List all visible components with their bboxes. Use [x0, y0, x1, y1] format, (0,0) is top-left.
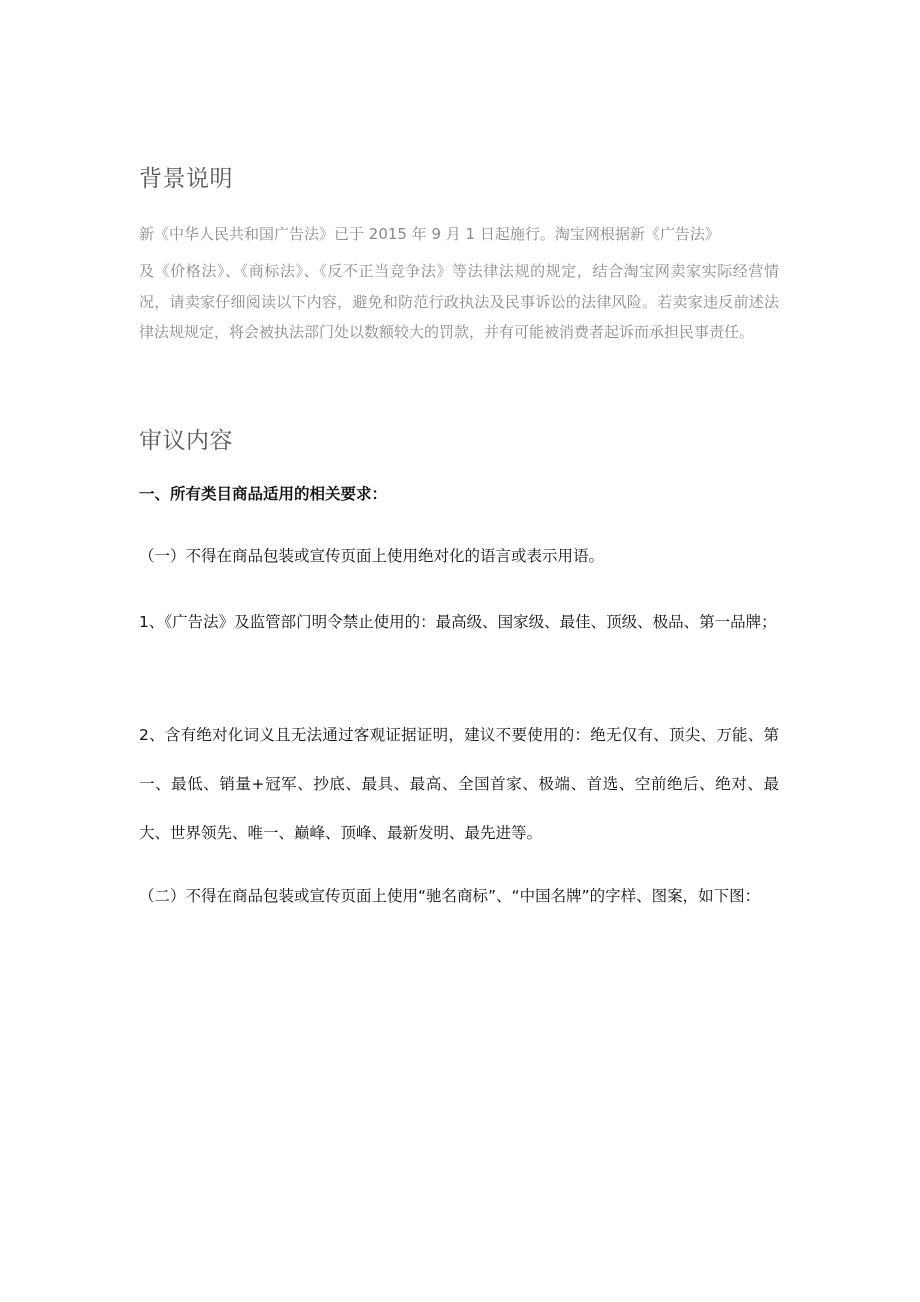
point-2: 2、含有绝对化词义且无法通过客观证据证明，建议不要使用的：绝无仅有、顶尖、万能、第一、最低、销量+冠军、抄底、最具、最高、全国首家、极端、首选、空前绝后、绝对、最大、世界领先、唯一、巅峰、顶峰、最新发明、最先进等。 — [139, 726, 779, 842]
review-heading: 审议内容 — [139, 428, 233, 454]
background-heading: 背景说明 — [139, 166, 233, 192]
background-paragraph-line-1: 新《中华人民共和国广告法》已于 2015 年 9 月 1 日起施行。淘宝网根据新《广告法》 — [139, 225, 720, 243]
point-1: 1、《广告法》及监管部门明令禁止使用的：最高级、国家级、最佳、顶级、极品、第一品牌； — [139, 613, 777, 631]
item-1-heading: （一）不得在商品包装或宣传页面上使用绝对化的语言或表示用语。 — [139, 547, 605, 565]
review-subheading: 一、所有类目商品适用的相关要求： — [139, 485, 388, 503]
background-paragraph: 及《价格法》、《商标法》、《反不正当竞争法》等法律法规的规定，结合淘宝网卖家实际经营情况，请卖家仔细阅读以下内容，避免和防范行政执法及民事诉讼的法律风险。若卖家违反前述法律法规规定，将会被执法部门处以数额较大的罚款，并有可能被消费者起诉而承担民事责任。 — [139, 262, 779, 341]
item-2-heading: （二）不得在商品包装或宣传页面上使用“驰名商标”、“中国名牌”的字样、图案，如下图： — [139, 887, 761, 905]
